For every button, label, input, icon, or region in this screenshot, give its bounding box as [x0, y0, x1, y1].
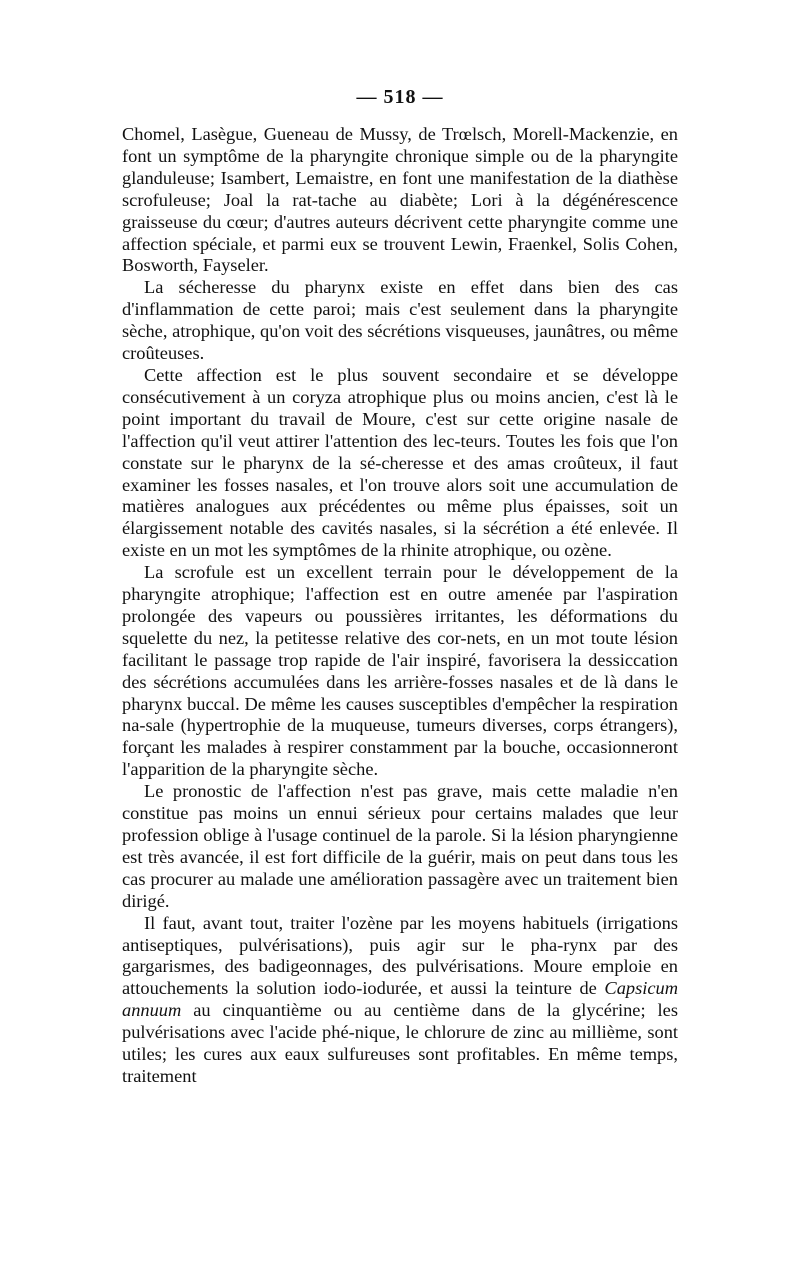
page-number: — 518 — [356, 86, 444, 108]
paragraph-origine-nasale: Cette affection est le plus souvent secondaire et se développe consécutivement à un coryza atrophique plus ou moins ancien, c'est là le point important du travail de Moure, c'est sur cette origine nasale de l'affection qu'il veut attirer l'attention des lec-teurs. Toutes les fois que l'on constate sur le pharynx de la sé-cheresse et des amas croûteux, il faut examiner les fosses nasales, et l'on trouve alors soit une accumulation de matières analogues aux précédentes ou même plus épaisses, soit un élargissement notable des cavités nasales, si la sécrétion a été enlevée. Il existe en un mot les symptômes de la rhinite atrophique, ou ozène. [122, 364, 678, 561]
traitement-text-start: Il faut, avant tout, traiter l'ozène par les moyens habituels (irrigations antiseptiques, pulvérisations), puis agir sur le pha-rynx par des gargarismes, des badigeonnages, des pulvérisations. Moure emploie en attouchements la solution iodo-iodurée, et aussi la teinture de [122, 912, 678, 999]
paragraph-traitement [122, 913, 678, 1088]
paragraph-scrofule: La scrofule est un excellent terrain pour le développement de la pharyngite atrophique; l'affection est en outre amenée par l'aspiration prolongée des vapeurs ou poussières irritantes, les déformations du squelette du nez, la petitesse relative des cor-nets, en un mot toute lésion facilitant le passage trop rapide de l'air inspiré, favorisera la dessiccation des sécrétions accumulées dans les arrière-fosses nasales et de là dans le pharynx buccal. De même les causes susceptibles d'empêcher la respiration na-sale (hypertrophie de la muqueuse, tumeurs diverses, corps étrangers), forçant les malades à respirer constamment par la bouche, occasionneront l'apparition de la pharyngite sèche. [122, 562, 678, 780]
paragraph-causes: Chomel, Lasègue, Gueneau de Mussy, de Trœlsch, Morell-Mackenzie, en font un symptôme de la pharyngite chronique simple ou de la pharyngite glanduleuse; Isambert, Lemaistre, en font une manifestation de la diathèse scrofuleuse; Joal la rat-tache au diabète; Lori à la dégénérescence graisseuse du cœur; d'autres auteurs décrivent cette pharyngite comme une affection spéciale, et parmi eux se trouvent Lewin, Fraenkel, Solis Cohen, Bosworth, Fayseler. [122, 124, 678, 276]
paragraph-secheresse: La sécheresse du pharynx existe en effet dans bien des cas d'inflammation de cette paroi; mais c'est seulement dans la pharyngite sèche, atrophique, qu'on voit des sécrétions visqueuses, jaunâtres, ou même croûteuses. [122, 277, 678, 364]
capsicum-italic: Capsicum annuum [122, 978, 678, 1021]
paragraph-pronostic: Le pronostic de l'affection n'est pas grave, mais cette maladie n'en constitue pas moins un ennui sérieux pour certains malades que leur profession oblige à l'usage continuel de la parole. Si la lésion pharyngienne est très avancée, il est fort difficile de la guérir, mais on peut dans tous les cas procurer au malade une amélioration passagère avec un traitement bien dirigé. [122, 781, 678, 911]
traitement-text-end: au cinquantième ou au centième dans de la glycérine; les pulvérisations avec l'acide phé-nique, le chlorure de zinc au millième, sont utiles; les cures aux eaux sulfureuses sont profitables. En même temps, traitement [122, 1000, 678, 1086]
body-text [122, 124, 678, 1088]
